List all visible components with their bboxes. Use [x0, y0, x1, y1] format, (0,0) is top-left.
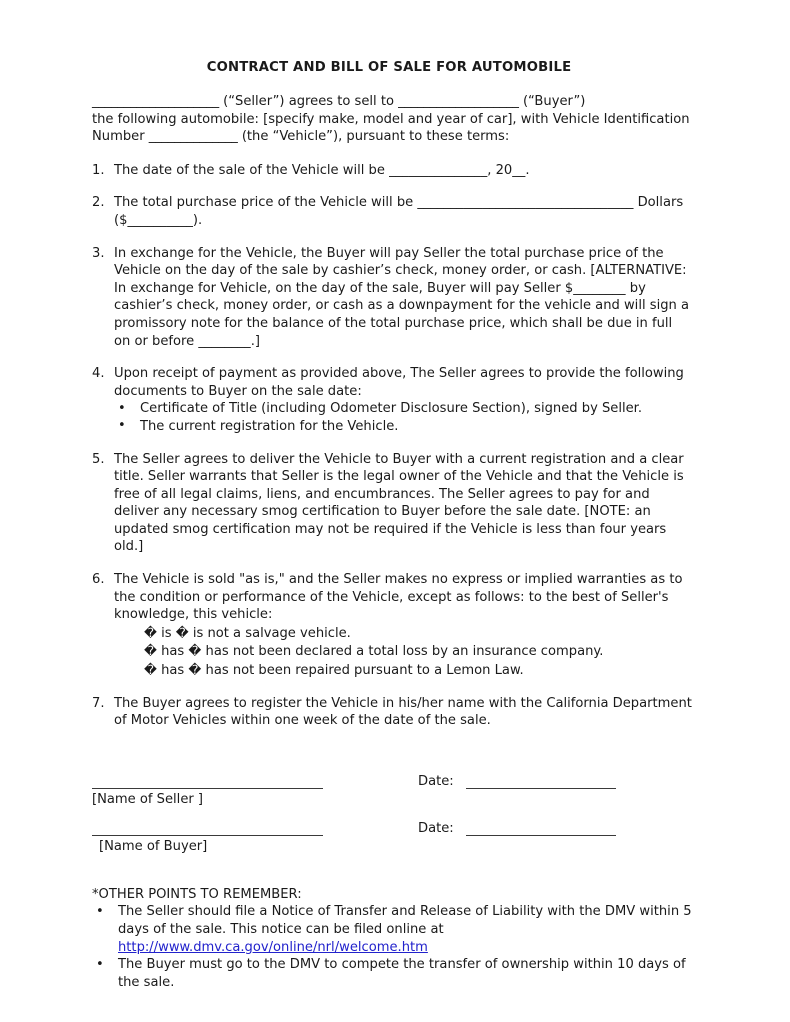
- term-7: [92, 695, 692, 730]
- seller-signature-row: [92, 770, 692, 817]
- term-3: [92, 245, 692, 351]
- list-item: [92, 956, 692, 991]
- seller-date-line[interactable]: [466, 788, 616, 789]
- seller-date-label: Date:: [418, 773, 454, 789]
- seller-name-label: [Name of Seller ]: [92, 791, 204, 807]
- term-5: [92, 451, 692, 557]
- term-7-number: 7.: [92, 695, 105, 711]
- term-1-number: 1.: [92, 162, 105, 178]
- term-6-number: 6.: [92, 572, 105, 588]
- vin-prefix: Number: [92, 129, 145, 145]
- checkbox-icon[interactable]: �: [144, 624, 157, 640]
- term-3-number: 3.: [92, 245, 105, 261]
- buyer-date-label: Date:: [418, 820, 454, 836]
- buyer-name-label: [Name of Buyer]: [99, 838, 208, 854]
- term-2-number: 2.: [92, 195, 105, 211]
- checkbox-icon[interactable]: �: [188, 662, 202, 678]
- page-title: CONTRACT AND BILL OF SALE FOR AUTOMOBILE: [206, 60, 572, 75]
- vehicle-condition-checkboxes: [114, 624, 692, 680]
- intro-paragraph: [92, 93, 692, 146]
- buyer-signature-row: [92, 817, 692, 864]
- term-4-document-list: [114, 400, 692, 435]
- other-point-1-text: The Seller should file a Notice of Transfer and Release of Liability with the DMV within 5 days of the sale. This notice can be filed online at: [118, 904, 692, 937]
- checkbox-icon[interactable]: �: [144, 643, 157, 659]
- dmv-link[interactable]: http://www.dmv.ca.gov/online/nrl/welcome.htm: [118, 939, 428, 955]
- checkbox-option-label: is not a salvage vehicle.: [192, 625, 351, 641]
- buyer-label: (“Buyer”): [522, 94, 586, 109]
- checkbox-row-total-loss: [144, 642, 692, 661]
- term-1-text: The date of the sale of the Vehicle will be _______________, 20__.: [114, 162, 530, 178]
- checkbox-option-label: has not been repaired pursuant to a Lemon Law.: [205, 663, 524, 679]
- seller-label: (“Seller”) agrees to sell to: [223, 94, 394, 109]
- term-2-text: The total purchase price of the Vehicle will be _________________________________ Dollars ($__________).: [114, 195, 684, 228]
- other-point-2-text: The Buyer must go to the DMV to compete the transfer of ownership within 10 days of the sale.: [118, 957, 686, 990]
- seller-name-blank[interactable]: ____________________: [92, 94, 219, 109]
- term-6-body: [114, 571, 692, 680]
- list-item: • Certificate of Title (including Odometer Disclosure Section), signed by Seller.: [114, 400, 692, 418]
- vin-blank[interactable]: ______________: [148, 129, 238, 145]
- checkbox-option-label: has: [161, 644, 185, 660]
- checkbox-icon[interactable]: �: [175, 624, 189, 640]
- checkbox-row-salvage: [144, 624, 692, 643]
- list-item: • The current registration for the Vehicle.: [114, 418, 692, 436]
- checkbox-row-lemon-law: [144, 661, 692, 680]
- term-1: [92, 162, 692, 180]
- other-points-heading: *OTHER POINTS TO REMEMBER:: [92, 886, 302, 902]
- other-points-list: [92, 903, 692, 991]
- checkbox-icon[interactable]: �: [144, 662, 157, 678]
- buyer-signature-line[interactable]: [92, 835, 323, 836]
- list-item: [92, 903, 692, 956]
- checkbox-icon[interactable]: �: [188, 643, 202, 659]
- vehicle-definition: (the “Vehicle”), pursuant to these terms:: [241, 129, 510, 145]
- term-7-text: The Buyer agrees to register the Vehicle in his/her name with the California Department of Motor Vehicles within one week of the date of the sale.: [114, 695, 692, 729]
- term-6-text: The Vehicle is sold "as is," and the Seller makes no express or implied warranties as to the condition or performance of the Vehicle, except as follows: to the best of Seller's knowledge, this vehicle:: [114, 572, 683, 623]
- term-4-body: [114, 365, 692, 435]
- term-4-text: Upon receipt of payment as provided above, The Seller agrees to provide the following documents to Buyer on the sale date:: [114, 366, 684, 399]
- term-6: [92, 571, 692, 680]
- seller-signature-line[interactable]: [92, 788, 323, 789]
- term-4-number: 4.: [92, 366, 105, 382]
- term-3-text: In exchange for the Vehicle, the Buyer will pay Seller the total purchase price of the Vehicle on the day of the sale by cashier’s check, money order, or cash. [ALTERNATIVE: In exchange for Vehicle, on the day of the sale, Buyer will pay Seller $________ by cashier’s check, money order, or cash as a downpayment for the vehicle and will sign a promissory note for the balance of the total purchase price, which shall be due in full on or before ________.]: [114, 245, 690, 349]
- term-5-number: 5.: [92, 451, 105, 467]
- signature-block: [92, 770, 692, 864]
- checkbox-option-label: has: [161, 663, 185, 679]
- term-5-text: The Seller agrees to deliver the Vehicle to Buyer with a current registration and a clear title. Seller warrants that Seller is the legal owner of the Vehicle and that the Vehicle is free of all legal claims, liens, and encumbrances. The Seller agrees to pay for and deliver any necessary smog certification to Buyer before the sale date. [NOTE: an updated smog certification may not be required if the Vehicle is less than four years old.]: [114, 451, 684, 555]
- checkbox-option-label: is: [161, 625, 172, 641]
- term-4: [92, 365, 692, 435]
- buyer-name-blank[interactable]: ___________________: [398, 94, 519, 109]
- checkbox-option-label: has not been declared a total loss by an insurance company.: [205, 644, 604, 660]
- buyer-date-line[interactable]: [466, 835, 616, 836]
- term-2: [92, 194, 692, 229]
- intro-line-2: the following automobile: [specify make, model and year of car], with Vehicle Identification: [92, 111, 690, 127]
